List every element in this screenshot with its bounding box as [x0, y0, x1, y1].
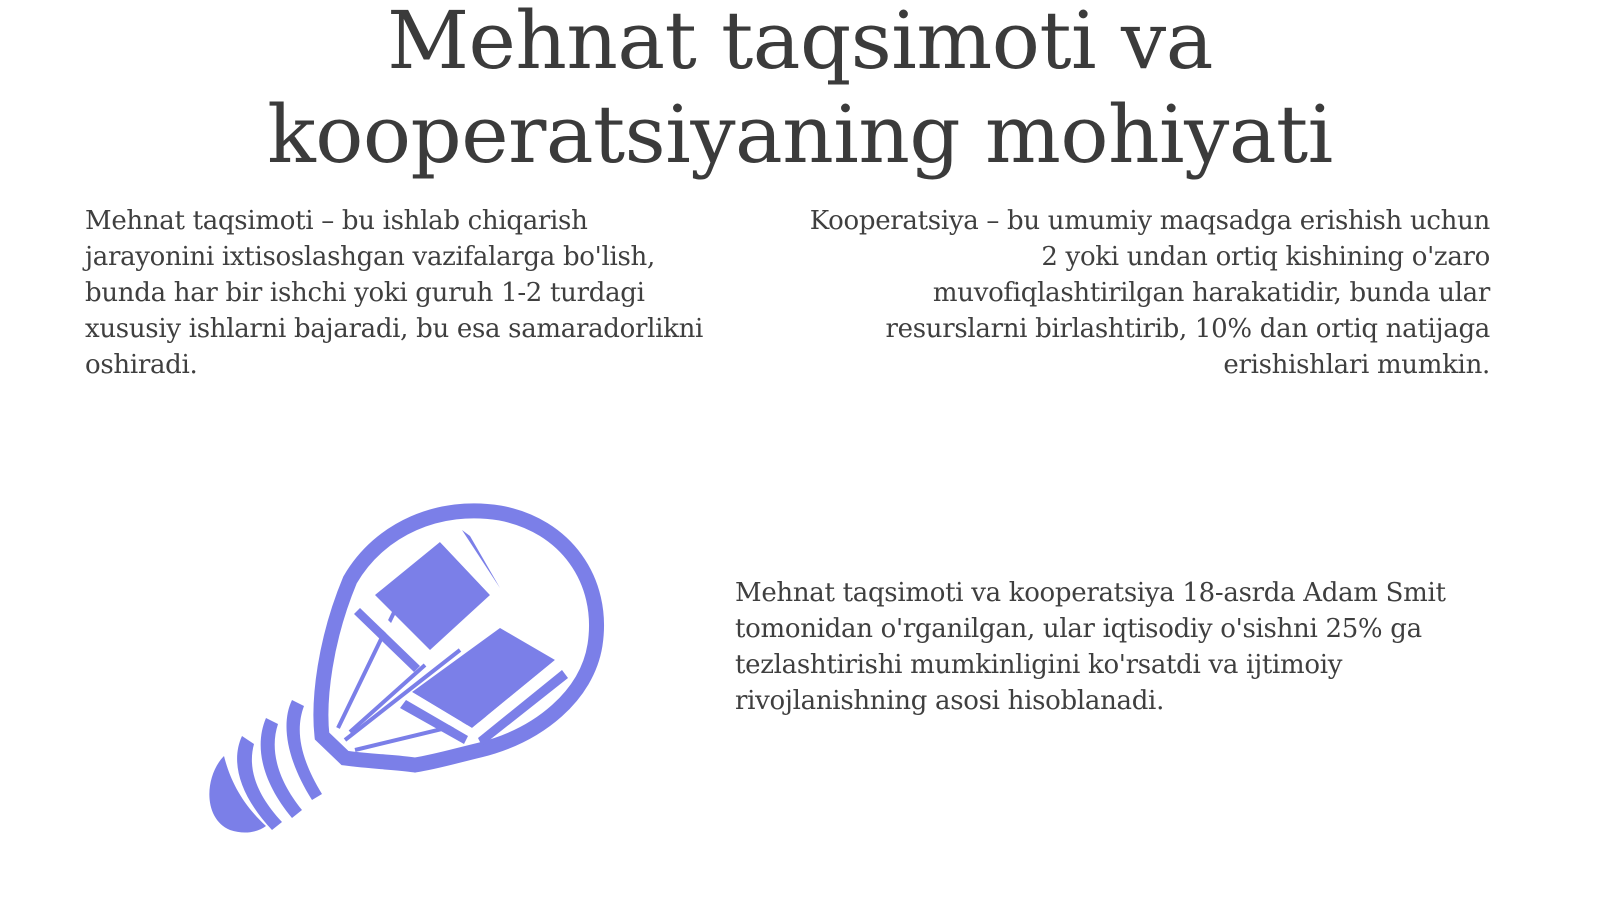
paragraph-history: Mehnat taqsimoti va kooperatsiya 18-asrda Adam Smit tomonidan o'rganilgan, ular iqtisodiy o'sishni 25% ga tezlashtirishi mumkinligini ko'rsatdi va ijtimoiy rivojlanishning asosi hisoblanadi.	[735, 578, 1446, 716]
title-line-2: kooperatsiyaning mohiyati	[267, 88, 1333, 181]
paragraph-cooperation: Kooperatsiya – bu umumiy maqsadga erishish uchun 2 yoki undan ortiq kishining o'zaro muvofiqlashtirilgan harakatidir, bunda ular resurslarni birlashtirib, 10% dan ortiq natijaga erishishlari mumkin.	[809, 206, 1490, 380]
title-line-1: Mehnat taqsimoti va	[387, 0, 1213, 87]
page-title	[0, 0, 1600, 182]
paragraph-labor-division: Mehnat taqsimoti – bu ishlab chiqarish jarayonini ixtisoslashgan vazifalarga bo'lish, bunda har bir ishchi yoki guruh 1-2 turdagi xususiy ishlarni bajaradi, bu esa samaradorlikni oshiradi.	[85, 206, 704, 380]
lightbulb-with-book-icon	[200, 500, 620, 850]
